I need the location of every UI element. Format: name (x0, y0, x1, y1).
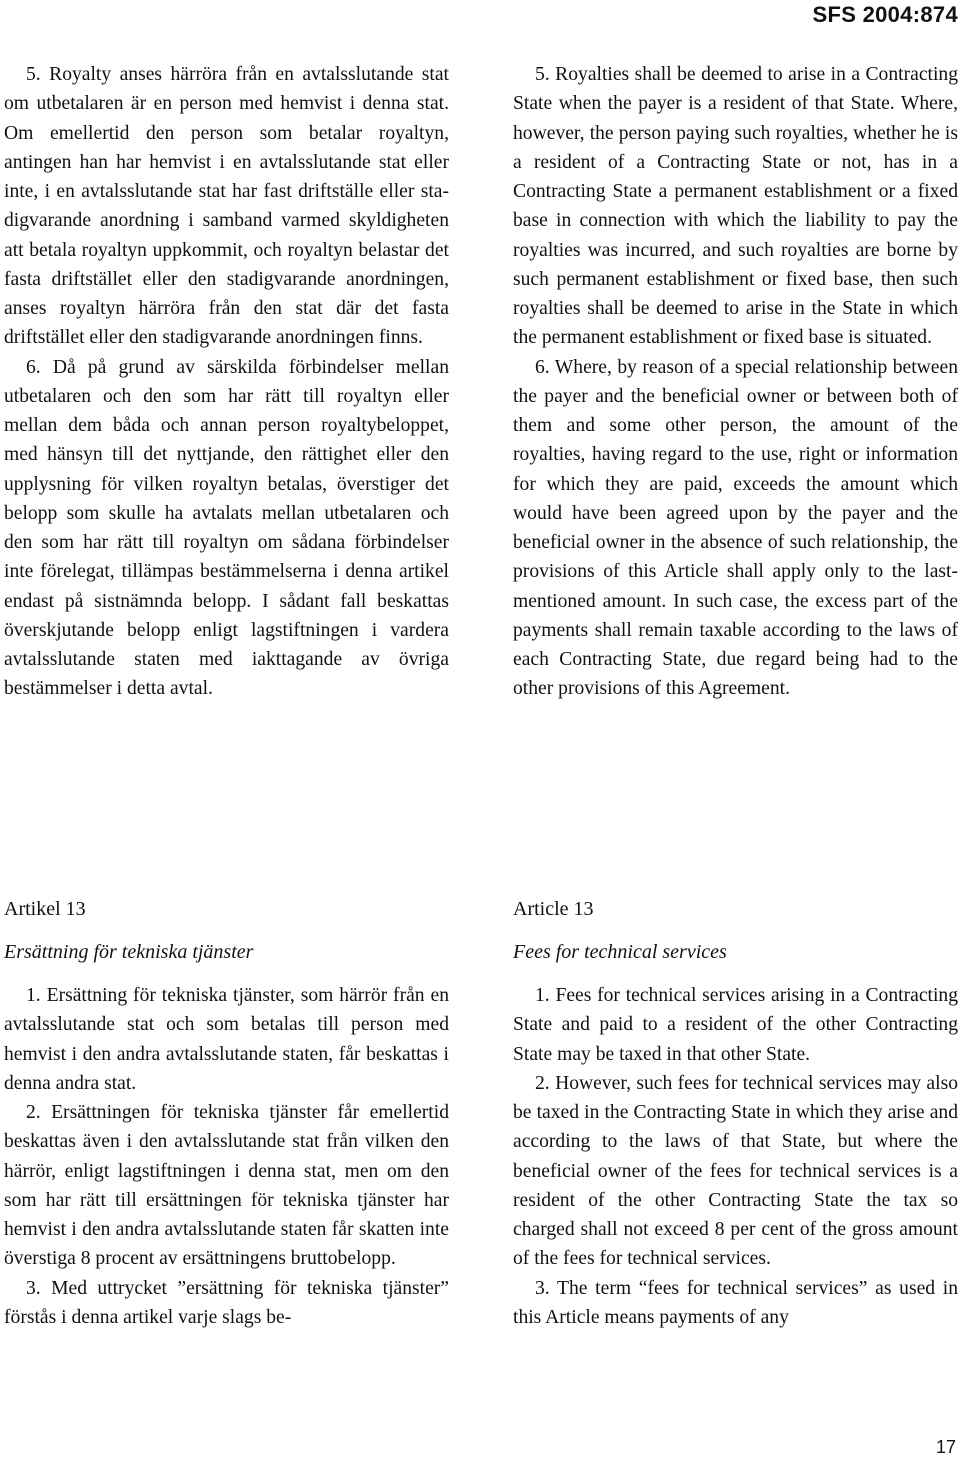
paragraph-6-en: 6. Where, by reason of a special relationship between the payer and the beneficial owner or between both of them and some other person, the amount of the royalties, having regard to the use, right or information for which they are paid, exceeds the amount which would have been agreed upon by the payer and the beneficial owner in the absence of such relationship, the provisions of this Article shall apply only to the last-mentioned amount. In such case, the excess part of the payments shall remain taxable according to the laws of each Contracting State, due regard being had to the other provisions of this Agreement. (513, 356, 958, 700)
article-13-paragraph-2-en: 2. However, such fees for technical services may also be taxed in the Contracting State in which they arise and according to the laws of that State, but where the beneficial owner of the fees for technical services is a resident of the other Contracting State the tax so charged shall not exceed 8 per cent of the gross amount of the fees for technical services. (513, 1072, 958, 1270)
article-subtitle-en: Fees for technical services (513, 941, 727, 963)
article-13-paragraph-3-en: 3. The term “fees for technical services” as used in this Article means payments of any (513, 1277, 958, 1328)
paragraph-5-en: 5. Royalties shall be deemed to arise in a Contracting State when the payer is a resident of that State. Where, however, the person paying such royalties, whether he is a resident of a Contracting State or not, has in a Contracting State a permanent establishment or a fixed base in connection with which the liability to pay the royalties was incurred, and such royalties are borne by such permanent establishment or fixed base, then such royalties shall be deemed to arise in the State in which the permanent establishment or fixed base is situated. (513, 64, 958, 349)
paragraph-5-sv: 5. Royalty anses härröra från en avtalsslutande stat om utbetalaren är en person med hemvist i denna stat. Om emellertid den person som betalar royaltyn, antingen han har hemvist i en avtalsslutande stat eller inte, i en avtalsslutande stat har fast driftställe eller stadigvarande anordning i samband varmed skyldigheten att betala royaltyn uppkommit, och royaltyn belastar det fasta driftstället eller den stadigvarande anordningen, anses royaltyn härröra från den stat där det fasta driftstället eller den stadigvarande anordningen finns. (4, 64, 449, 349)
swedish-text-upper (4, 60, 449, 704)
article-13-paragraph-2-sv: 2. Ersättningen för tekniska tjänster får emellertid beskattas även i den avtalsslutande stat från vilken den härrör, enligt lagstiftningen i denna stat, men om den som har rätt till ersättningen för tekniska tjänster har hemvist i den andra avtalsslutande staten får skatten inte överstiga 8 procent av ersättningens bruttobelopp. (4, 1102, 449, 1270)
page-number: 17 (935, 1437, 956, 1457)
article-13-paragraph-3-sv: 3. Med uttrycket ”ersättning för tekniska tjänster” förstås i denna artikel varje slags be- (4, 1277, 449, 1328)
swedish-article-13 (4, 895, 449, 1332)
article-13-paragraph-1-sv: 1. Ersättning för tekniska tjänster, som härrör från en avtalsslutande stat och som betalas till person med hemvist i den andra avtalsslutande staten, får beskattas i denna andra stat. (4, 985, 449, 1094)
article-13-paragraph-1-en: 1. Fees for technical services arising in a Contracting State and paid to a resident of the other Contracting State may be taxed in that other State. (513, 985, 958, 1065)
english-article-13 (513, 895, 958, 1332)
article-title-en: Article 13 (513, 898, 594, 920)
english-text-upper (513, 60, 958, 704)
article-subtitle-sv: Ersättning för tekniska tjänster (4, 941, 254, 963)
paragraph-6-sv: 6. Då på grund av särskilda förbindelser mellan utbetalaren och den som har rätt till royaltyn eller mellan dem båda och annan person royaltybeloppet, med hänsyn till det nyttjande, den rättighet eller den upplysning för vilken royaltyn betalas, överstiger det belopp som skulle ha avtalats mellan utbetalaren och den som har rätt till royaltyn om sådana förbindelser inte förelegat, tillämpas bestämmelserna i denna artikel endast på sistnämnda belopp. I sådant fall beskattas överskjutande belopp enligt lagstiftningen i vardera avtalsslutande staten med iakttagande av övriga bestämmelser i detta avtal. (4, 356, 449, 700)
article-title-sv: Artikel 13 (4, 898, 86, 920)
document-reference: SFS 2004:874 (812, 2, 958, 27)
